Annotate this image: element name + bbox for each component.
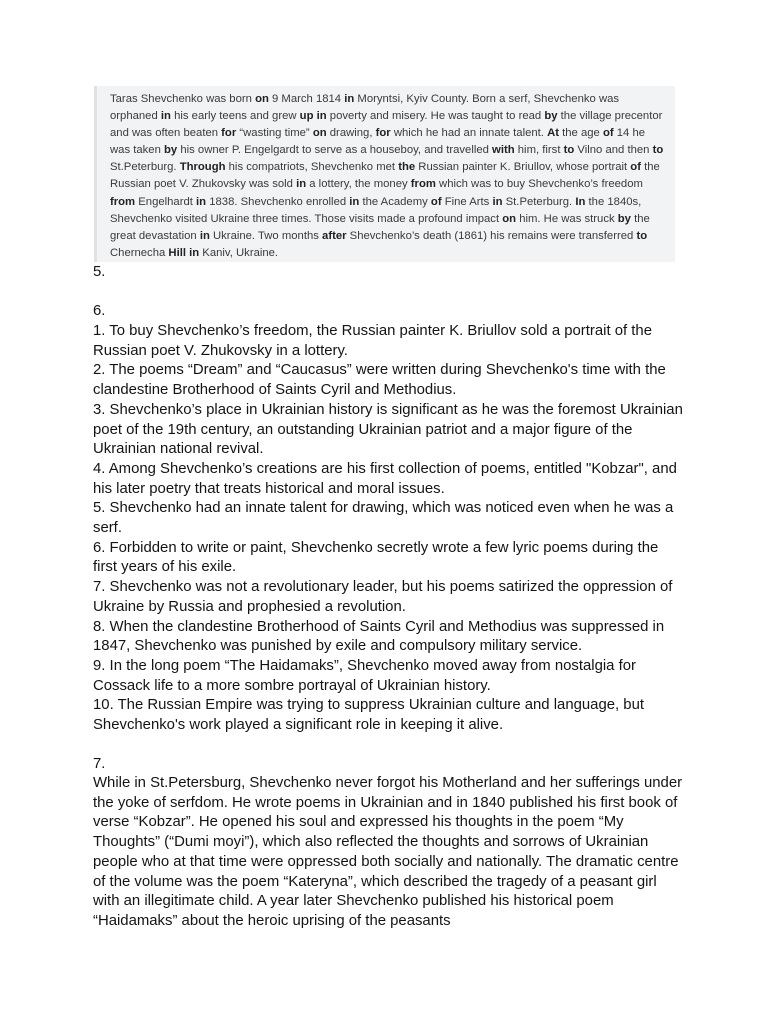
excerpt-bold-word: in	[296, 178, 307, 191]
excerpt-bold-word: of	[602, 127, 614, 140]
list-item: 6. Forbidden to write or paint, Shevchenko secretly wrote a few lyric poems during the first years of his exile.	[93, 539, 659, 576]
excerpt-bold-word: In	[575, 195, 586, 208]
excerpt-bold-word: At	[547, 127, 559, 140]
excerpt-bold-word: Through	[179, 161, 226, 174]
excerpt-bold-word: to	[652, 144, 664, 157]
excerpt-text-run: Taras Shevchenko was born	[110, 93, 256, 105]
excerpt-bold-word: by	[164, 144, 178, 157]
excerpt-bold-word: in	[349, 195, 360, 208]
list-item: 9. In the long poem “The Haidamaks”, Shevchenko moved away from nostalgia for Cossack life to a more sombre portrayal of Ukrainian history.	[93, 657, 636, 694]
excerpt-text-run: his early teens and grew	[170, 110, 300, 123]
excerpt-bold-word: in	[492, 195, 503, 208]
numbered-list	[93, 322, 683, 736]
excerpt-text-run: 9 March 1814	[268, 93, 345, 105]
excerpt-text-run: Vilno and then	[574, 144, 653, 157]
excerpt-bold-word: with	[492, 144, 515, 157]
excerpt-bold-word: up in	[299, 110, 327, 123]
excerpt-bold-word: in	[344, 93, 355, 105]
excerpt-text-run: the great devastation	[110, 212, 650, 242]
excerpt-text-run: St.Peterburg.	[110, 161, 180, 174]
excerpt-text-run: Ukraine. Two months	[209, 229, 323, 242]
excerpt-text-run: him. He was struck	[516, 212, 618, 225]
excerpt-text-run: him, first	[514, 144, 564, 157]
excerpt-bold-word: to	[563, 144, 575, 157]
excerpt-text-run: Moryntsi, Kyiv County. Born a serf, Shevchenko was orphaned	[110, 93, 620, 123]
excerpt-text-run: 1838. Shevchenko enrolled	[206, 195, 350, 208]
excerpt-text-run: his compatriots, Shevchenko met	[225, 161, 399, 174]
excerpt-bold-word: in	[199, 229, 210, 242]
excerpt-bold-word: in	[196, 195, 207, 208]
body-paragraph: While in St.Petersburg, Shevchenko never forgot his Motherland and her sufferings under the yoke of serfdom. He wrote poems in Ukrainian and in 1840 published his first book of verse “Kobzar”. He opened his soul and expressed his thoughts in the poem “My Thoughts” (“Dumi moyi”), which also reflected the thoughts and sorrows of Ukrainian people who at that time were oppressed both socially and nationally. The dramatic centre of the volume was the poem “Kateryna”, which described the tragedy of a peasant girl with an illegitimate child. A year later Shevchenko published his historical poem “Haidamaks” about the heroic uprising of the peasants	[93, 775, 683, 929]
list-item: 2. The poems “Dream” and “Caucasus” were written during Shevchenko's time with the clandestine Brotherhood of Saints Cyril and Methodius.	[93, 362, 666, 399]
excerpt-bold-word: for	[375, 127, 391, 140]
excerpt-bold-word: from	[410, 178, 436, 191]
excerpt-text-run: Chernecha	[110, 246, 169, 259]
section-number-6: 6.	[93, 303, 106, 319]
list-item: 8. When the clandestine Brotherhood of Saints Cyril and Methodius was suppressed in 1847, Shevchenko was punished by exile and compulsory military service.	[93, 618, 665, 655]
excerpt-bold-word: after	[322, 229, 347, 242]
excerpt-text-run: “wasting time”	[236, 127, 313, 140]
excerpt-text-run: the Academy	[359, 195, 431, 208]
excerpt-bold-word: in	[160, 110, 171, 123]
excerpt-text-run: which he had an innate talent.	[390, 127, 548, 140]
excerpt-bold-word: from	[110, 195, 136, 208]
excerpt-bold-word: to	[636, 229, 648, 242]
excerpt-bold-word: by	[544, 110, 558, 123]
excerpt-text-run: the Russian poet V. Zhukovsky was sold	[110, 161, 660, 191]
list-item: 1. To buy Shevchenko’s freedom, the Russian painter K. Briullov sold a portrait of the Russian poet V. Zhukovsky in a lottery.	[93, 323, 652, 359]
list-item: 5. Shevchenko had an innate talent for drawing, which was noticed even when he was a serf.	[93, 500, 674, 537]
excerpt-text-run: the village precentor and was often beaten	[110, 110, 663, 140]
excerpt-text-run: Fine Arts	[441, 195, 493, 208]
section-number-5: 5.	[93, 264, 106, 280]
excerpt-text-run: drawing,	[326, 127, 376, 140]
excerpt-text-run: poverty and misery. He was taught to read	[326, 110, 545, 123]
excerpt-bold-word: of	[630, 161, 641, 174]
excerpt-bold-word: the	[398, 161, 416, 174]
text-excerpt-image	[94, 86, 675, 262]
excerpt-text-run: Kaniv, Ukraine.	[199, 246, 279, 259]
list-item: 7. Shevchenko was not a revolutionary leader, but his poems satirized the oppression of Ukraine by Russia and prophesied a revolution.	[93, 579, 673, 615]
list-item: 4. Among Shevchenko’s creations are his first collection of poems, entitled "Kobzar", and his later poetry that treats historical and moral issues.	[93, 460, 677, 497]
excerpt-bold-word: on	[502, 212, 517, 225]
excerpt-bold-word: for	[221, 127, 237, 140]
excerpt-text-run: 14 he was taken	[110, 127, 646, 157]
excerpt-bold-word: Hill in	[168, 246, 200, 259]
excerpt-text-run: St.Peterburg.	[502, 195, 576, 208]
excerpt-paragraph	[110, 91, 665, 262]
excerpt-text-run: Shevchenko’s death (1861) his remains were transferred	[346, 229, 637, 242]
excerpt-text-run: his owner P. Engelgardt to serve as a houseboy, and travelled	[177, 144, 493, 157]
excerpt-bold-word: of	[430, 195, 442, 208]
excerpt-text-run: the 1840s, Shevchenko visited Ukraine three times. Those visits made a profound impact	[110, 195, 642, 225]
excerpt-bold-word: on	[255, 93, 269, 105]
excerpt-text-run: which was to buy Shevchenko’s freedom	[435, 178, 643, 191]
excerpt-text-run: a lottery, the money	[306, 178, 411, 191]
excerpt-text-run: Engelhardt	[135, 195, 197, 208]
excerpt-text-run: the age	[559, 127, 603, 140]
section-number-7: 7.	[93, 756, 106, 772]
list-item: 10. The Russian Empire was trying to suppress Ukrainian culture and language, but Shevchenko's work played a significant role in keeping it alive.	[93, 697, 644, 734]
excerpt-bold-word: on	[312, 127, 327, 140]
excerpt-text-run: Russian painter K. Briullov, whose portrait	[415, 161, 631, 174]
list-item: 3. Shevchenko’s place in Ukrainian history is significant as he was the foremost Ukrainian poet of the 19th century, an outstanding Ukrainian patriot and a major figure of the Ukrainian national revival.	[93, 401, 683, 458]
excerpt-bold-word: by	[617, 212, 631, 225]
